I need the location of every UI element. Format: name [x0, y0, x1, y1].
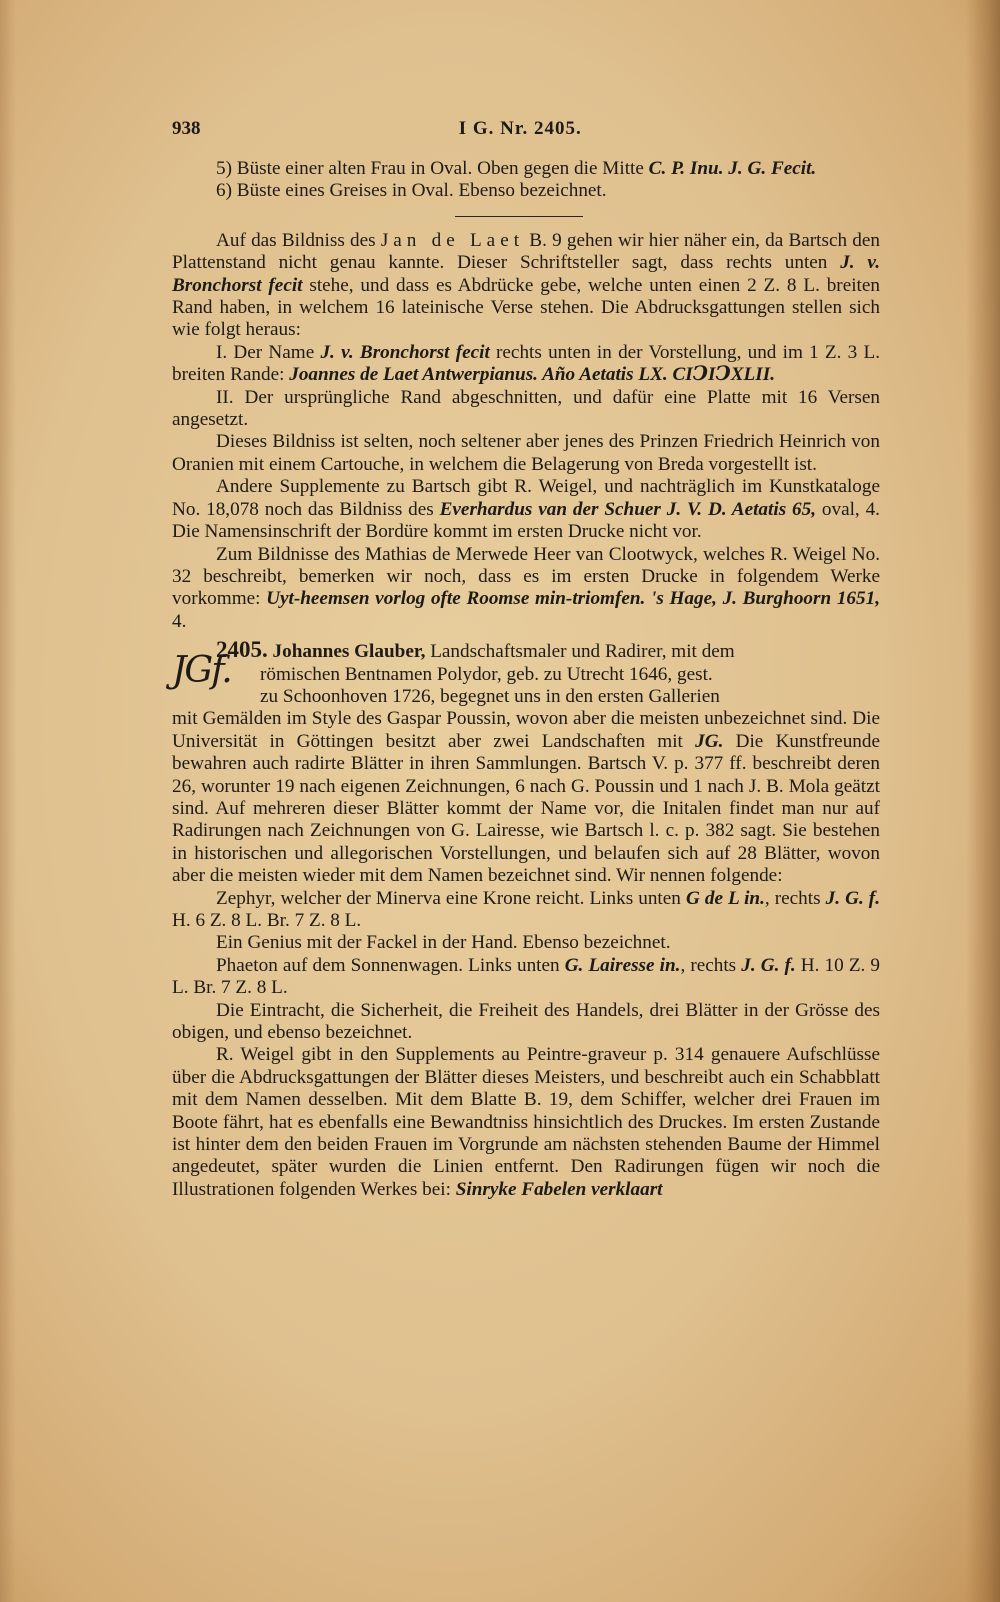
text-run: mit Gemälden im Style des Gaspar Poussin, wovon aber die meisten unbezeichnet sind. Die Universität in Göttingen besitzt aber zwei Landschaften mit — [172, 708, 880, 752]
page-number: 938 — [172, 118, 201, 139]
text-column — [172, 118, 880, 1201]
entry-number: 2405. — [216, 637, 268, 663]
italic-title: Sinryke Fabelen verklaart — [455, 1178, 663, 1200]
text-run: R. Weigel gibt in den Supplements au Peintre-graveur p. 314 genauere Aufschlüsse über die Abdrucksgattungen der Blätter dieses Meisters, und beschreibt auch ein Schabblatt mit dem Namen desselben. Mit dem Blatte B. 19, dem Schiffer, welcher drei Frauen im Boote fährt, hat es ebenfalls eine Bewandtniss hinsichtlich des Druckes. Im ersten Zustande ist hinter dem den beiden Frauen im Vorgrunde am nächsten stehenden Baume der Himmel angedeutet, später wurden die Linien entfernt. Den Radirungen fügen wir noch die Illustrationen folgenden Werkes bei: — [172, 1044, 880, 1200]
item-5-inscription: C. P. Inu. J. G. Fecit. — [648, 158, 817, 179]
text-run: Die Kunstfreunde bewahren auch radirte Blätter in ihren Sammlungen. Bartsch V. p. 377 ff. beschreibt deren 26, worunter 19 nach eigenen Zeichnungen, 6 nach G. Poussin und 1 nach J. B. Mola geätzt sind. Auf mehreren dieser Blätter kommt der Name vor, die Initalen findet man nur auf Radirungen nach Zeichnungen von G. Lairesse, wie Bartsch l. c. p. 382 sagt. Sie bestehen in historischen und allegorischen Vorstellungen, und belaufen sich auf 28 Blätter, wovon aber die meisten wieder mit dem Namen bezeichnet sind. Wir nennen folgende: — [172, 730, 880, 887]
italic-inscription: Joannes de Laet Antwerpianus. Año Aetatis LX. CIↃIↃXLII. — [289, 364, 776, 386]
text-run: H. 6 Z. 8 L. Br. 7 Z. 8 L. — [172, 910, 362, 931]
running-header — [172, 118, 880, 148]
text-run: rechts unten in der Vorstellung, und im 1 Z. 3 L. breiten Rande: — [172, 341, 881, 386]
paragraph-final — [172, 1044, 880, 1201]
monogram-glyphs: JGf. — [172, 649, 231, 691]
work-eintracht: Die Eintracht, die Sicherheit, die Freiheit des Handels, drei Blätter in der Grösse des obigen, und ebenso bezeichnet. — [172, 999, 880, 1044]
entry-heading-line — [172, 639, 880, 663]
item-5-text: 5) Büste einer alten Frau in Oval. Oben gegen die Mitte — [216, 158, 649, 179]
text-run: H. 10 Z. 9 L. Br. 7 Z. 8 L. — [172, 954, 881, 999]
text-run: oval, 4. Die Namensinschrift der Bordüre kommt im ersten Drucke nicht vor. — [172, 498, 880, 543]
state-1 — [172, 342, 880, 387]
italic-inscription: J. G. f. — [825, 887, 880, 909]
text-run: Landschaftsmaler und Radirer, mit dem — [425, 641, 735, 663]
text-run: , rechts — [764, 887, 826, 909]
page-edge-shadow-left — [0, 0, 16, 1602]
text-run: Auf das Bildniss des — [216, 229, 381, 251]
text-run: Zum Bildnisse des Mathias de Merwede Heer van Clootwyck, welches R. Weigel No. 32 beschreibt, bemerken wir noch, dass es im ersten Drucke in folgendem Werke vorkomme: — [172, 543, 880, 610]
entry-2405 — [172, 639, 880, 887]
text-line: zu Schoonhoven 1726, begegnet uns in den ersten Gallerien — [260, 685, 720, 707]
artist-name: Johannes Glauber, — [272, 641, 426, 663]
section-divider — [455, 216, 583, 217]
text-line: römischen Bentnamen Polydor, geb. zu Utrecht 1646, gest. — [260, 663, 713, 685]
entry-body — [172, 708, 880, 887]
text-run: , rechts — [680, 954, 742, 976]
text-run: B. 9 gehen wir hier näher ein, da Bartsch den Plattenstand nicht genau kannte. Dieser Schriftsteller sagt, dass rechts unten — [172, 229, 880, 274]
state-2: II. Der ursprüngliche Rand abgeschnitten, und dafür eine Platte mit 16 Versen angesetzt. — [172, 386, 880, 431]
italic-inscription: J. v. Bronchorst fecit — [172, 252, 880, 296]
paragraph-laet — [172, 230, 880, 342]
italic-initials: JG. — [695, 730, 724, 752]
italic-inscription: G de L in. — [685, 887, 765, 909]
italic-inscription: Everhardus van der Schuer J. V. D. Aetatis 65, — [439, 498, 817, 520]
text-run: I. Der Name — [216, 341, 321, 363]
text-run: Zephyr, welcher der Minerva eine Krone reicht. Links unten — [216, 887, 686, 909]
work-phaeton — [172, 955, 880, 1000]
paragraph-rare: Dieses Bildniss ist selten, noch seltener aber jenes des Prinzen Friedrich Heinrich von Oranien mit einem Cartouche, in welchem die Belagerung von Breda vorgestellt ist. — [172, 431, 880, 475]
page-edge-shadow-right — [966, 0, 1000, 1602]
italic-title: Uyt-heemsen vorlog ofte Roomse min-triomfen. 's Hage, J. Burghoorn 1651, — [266, 588, 880, 610]
text-run: Andere Supplemente zu Bartsch gibt R. Weigel, und nachträglich im Kunstkataloge No. 18,078 noch das Bildniss des — [172, 476, 880, 520]
paragraph-weigel — [172, 476, 880, 543]
monogram-mark — [172, 649, 260, 708]
text-run: stehe, und dass es Abdrücke gebe, welche unten einen 2 Z. 8 L. breiten Rand haben, in welchem 16 lateinische Verse stehen. Die Abdrucksgattungen stellen sich wie folgt heraus: — [172, 274, 880, 341]
italic-inscription: J. G. f. — [741, 954, 796, 976]
item-5 — [172, 158, 880, 180]
italic-inscription: G. Lairesse in. — [564, 954, 681, 976]
work-zephyr — [172, 888, 880, 933]
header-title: I G. Nr. 2405. — [458, 118, 582, 139]
text-run: Phaeton auf dem Sonnenwagen. Links unten — [216, 954, 565, 976]
paragraph-merwede — [172, 544, 880, 634]
italic-inscription: J. v. Bronchorst fecit — [320, 341, 490, 363]
monogram-side-text — [260, 664, 880, 709]
work-genius: Ein Genius mit der Fackel in der Hand. Ebenso bezeichnet. — [216, 932, 671, 954]
item-6: 6) Büste eines Greises in Oval. Ebenso bezeichnet. — [216, 180, 607, 202]
spaced-name: Jan de Laet — [380, 229, 525, 251]
text-run: 4. — [172, 610, 187, 632]
